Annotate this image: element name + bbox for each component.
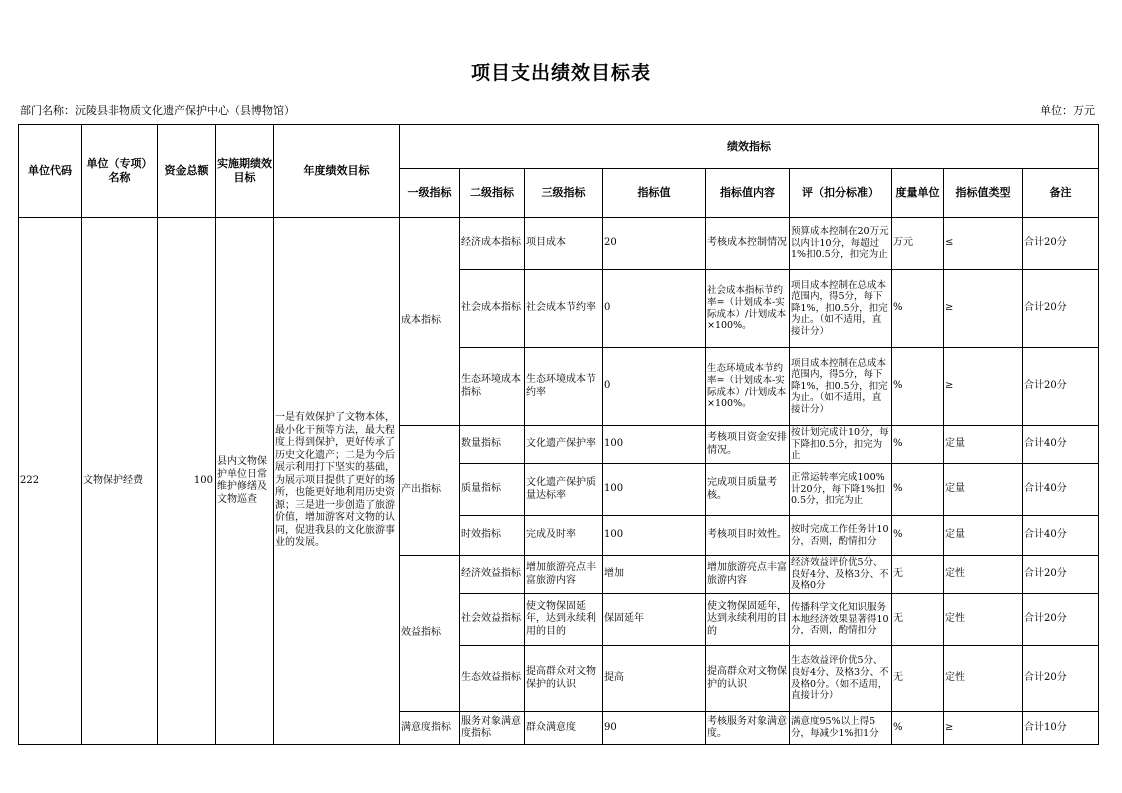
header-annual-goal: 年度绩效目标: [274, 125, 400, 218]
cell-scoring: 项目成本控制在总成本范围内，得5分，每下降1%，扣0.5分，扣完为止。（如不适用，直接计分）: [790, 270, 892, 348]
cell-level2: 时效指标: [460, 516, 525, 556]
cell-level3: 完成及时率: [525, 516, 603, 556]
cell-value: 保固延年: [603, 594, 706, 646]
header-unit-code: 单位代码: [19, 125, 82, 218]
currency-unit-label: 单位：万元: [1040, 104, 1095, 117]
cell-scoring: 经济效益评价优5分、良好4分、及格3分、不及格0分: [790, 556, 892, 594]
cell-unit-code: 222: [19, 218, 82, 745]
cell-content: 完成项目质量考核。: [706, 464, 790, 516]
cell-scoring: 项目成本控制在总成本范围内，得5分，每下降1%，扣0.5分，扣完为止。（如不适用，直接计分）: [790, 348, 892, 426]
cell-value-type: ≥: [944, 270, 1023, 348]
cell-level2: 生态环境成本指标: [460, 348, 525, 426]
cell-level2: 经济效益指标: [460, 556, 525, 594]
cell-content: 社会成本指标节约率=（计划成本-实际成本）/计划成本×100%。: [706, 270, 790, 348]
header-measure-unit: 度量单位: [892, 169, 944, 218]
cell-value-type: ≥: [944, 712, 1023, 745]
cell-level3: 社会成本节约率: [525, 270, 603, 348]
cell-level3: 提高群众对文物保护的认识: [525, 646, 603, 712]
cell-content: 提高群众对文物保护的认识: [706, 646, 790, 712]
cell-value-type: ≥: [944, 348, 1023, 426]
header-value: 指标值: [603, 169, 706, 218]
cell-value-type: 定性: [944, 646, 1023, 712]
cell-measure-unit: 无: [892, 594, 944, 646]
cell-level3: 生态环境成本节约率: [525, 348, 603, 426]
cell-level2: 社会效益指标: [460, 594, 525, 646]
cell-scoring: 正常运转率完成100%计20分，每下降1%扣0.5分，扣完为止: [790, 464, 892, 516]
cell-scoring: 传播科学文化知识服务本地经济效果显著得10分，否则，酌情扣分: [790, 594, 892, 646]
cell-remark: 合计40分: [1023, 464, 1099, 516]
cell-remark: 合计40分: [1023, 516, 1099, 556]
cell-scoring: 按计划完成计10分，每下降扣0.5分，扣完为止: [790, 426, 892, 464]
cell-remark: 合计20分: [1023, 218, 1099, 270]
header-total-funds: 资金总额: [158, 125, 216, 218]
cell-measure-unit: %: [892, 516, 944, 556]
cell-level2: 数量指标: [460, 426, 525, 464]
cell-level3: 增加旅游亮点丰富旅游内容: [525, 556, 603, 594]
cell-scoring: 按时完成工作任务计10分，否则，酌情扣分: [790, 516, 892, 556]
cell-measure-unit: %: [892, 270, 944, 348]
cell-level3: 文化遗产保护率: [525, 426, 603, 464]
cell-value-type: 定量: [944, 464, 1023, 516]
cell-level2: 社会成本指标: [460, 270, 525, 348]
cell-measure-unit: 万元: [892, 218, 944, 270]
cell-measure-unit: %: [892, 426, 944, 464]
cell-value: 提高: [603, 646, 706, 712]
cell-level3: 使文物保固延年，达到永续利用的目的: [525, 594, 603, 646]
cell-value-type: 定性: [944, 594, 1023, 646]
cell-value: 增加: [603, 556, 706, 594]
cell-level2: 生态效益指标: [460, 646, 525, 712]
performance-target-table: [18, 124, 1099, 745]
cell-content: 考核服务对象满意度。: [706, 712, 790, 745]
cell-measure-unit: %: [892, 464, 944, 516]
cell-remark: 合计20分: [1023, 348, 1099, 426]
cell-value: 100: [603, 464, 706, 516]
page-title: 项目支出绩效目标表: [470, 62, 651, 84]
header-level2: 二级指标: [460, 169, 525, 218]
cell-content: 增加旅游亮点丰富旅游内容: [706, 556, 790, 594]
table-body: [19, 218, 1099, 745]
cell-content: 生态环境成本节约率=（计划成本-实际成本）/计划成本×100%。: [706, 348, 790, 426]
cell-measure-unit: 无: [892, 646, 944, 712]
cell-value: 0: [603, 348, 706, 426]
cell-unit-name: 文物保护经费: [82, 218, 158, 745]
cell-level1: 效益指标: [400, 556, 460, 712]
cell-level3: 群众满意度: [525, 712, 603, 745]
cell-content: 使文物保固延年，达到永续利用的目的: [706, 594, 790, 646]
cell-level1: 成本指标: [400, 218, 460, 426]
cell-period-goal: 县内文物保护单位日常维护修缮及文物巡查: [216, 218, 274, 745]
header-remark: 备注: [1023, 169, 1099, 218]
cell-remark: 合计20分: [1023, 594, 1099, 646]
cell-level2: 质量指标: [460, 464, 525, 516]
header-content: 指标值内容: [706, 169, 790, 218]
cell-remark: 合计10分: [1023, 712, 1099, 745]
cell-level2: 服务对象满意度指标: [460, 712, 525, 745]
cell-level2: 经济成本指标: [460, 218, 525, 270]
cell-measure-unit: %: [892, 348, 944, 426]
cell-scoring: 满意度95%以上得5分，每减少1%扣1分: [790, 712, 892, 745]
cell-annual-goal: 一是有效保护了文物本体，最小化干预等方法，最大程度上得到保护，更好传承了历史文化遗产；二是为今后展示利用打下坚实的基础，为展示项目提供了更好的场所，也能更好地利用历史资源；三是进一步创造了旅游价值，增加游客对文物的认同，促进我县的文化旅游事业的发展。: [274, 218, 400, 745]
cell-value: 100: [603, 426, 706, 464]
cell-level3: 文化遗产保护质量达标率: [525, 464, 603, 516]
cell-remark: 合计20分: [1023, 270, 1099, 348]
header-scoring: 评（扣分标准）: [790, 169, 892, 218]
cell-value-type: 定量: [944, 426, 1023, 464]
cell-value: 90: [603, 712, 706, 745]
cell-scoring: 预算成本控制在20万元以内计10分，每超过1%扣0.5分，扣完为止: [790, 218, 892, 270]
cell-level1: 产出指标: [400, 426, 460, 556]
cell-value: 0: [603, 270, 706, 348]
cell-value: 20: [603, 218, 706, 270]
cell-level3: 项目成本: [525, 218, 603, 270]
department-label: 部门名称：沅陵县非物质文化遗产保护中心（县博物馆）: [20, 104, 295, 117]
cell-measure-unit: 无: [892, 556, 944, 594]
cell-remark: 合计20分: [1023, 646, 1099, 712]
cell-content: 考核成本控制情况: [706, 218, 790, 270]
cell-value-type: 定量: [944, 516, 1023, 556]
header-level3: 三级指标: [525, 169, 603, 218]
header-value-type: 指标值类型: [944, 169, 1023, 218]
cell-value-type: 定性: [944, 556, 1023, 594]
cell-scoring: 生态效益评价优5分、良好4分、及格3分、不及格0分。（如不适用，直接计分）: [790, 646, 892, 712]
cell-content: 考核项目时效性。: [706, 516, 790, 556]
header-unit-name: 单位（专项）名称: [82, 125, 158, 218]
cell-level1: 满意度指标: [400, 712, 460, 745]
cell-remark: 合计40分: [1023, 426, 1099, 464]
cell-content: 考核项目资金安排情况。: [706, 426, 790, 464]
cell-remark: 合计20分: [1023, 556, 1099, 594]
cell-total-funds: 100: [158, 218, 216, 745]
table-row: [19, 218, 1099, 270]
cell-measure-unit: %: [892, 712, 944, 745]
header-level1: 一级指标: [400, 169, 460, 218]
header-period-goal: 实施期绩效目标: [216, 125, 274, 218]
cell-value: 100: [603, 516, 706, 556]
header-indicators: 绩效指标: [400, 125, 1099, 169]
cell-value-type: ≤: [944, 218, 1023, 270]
